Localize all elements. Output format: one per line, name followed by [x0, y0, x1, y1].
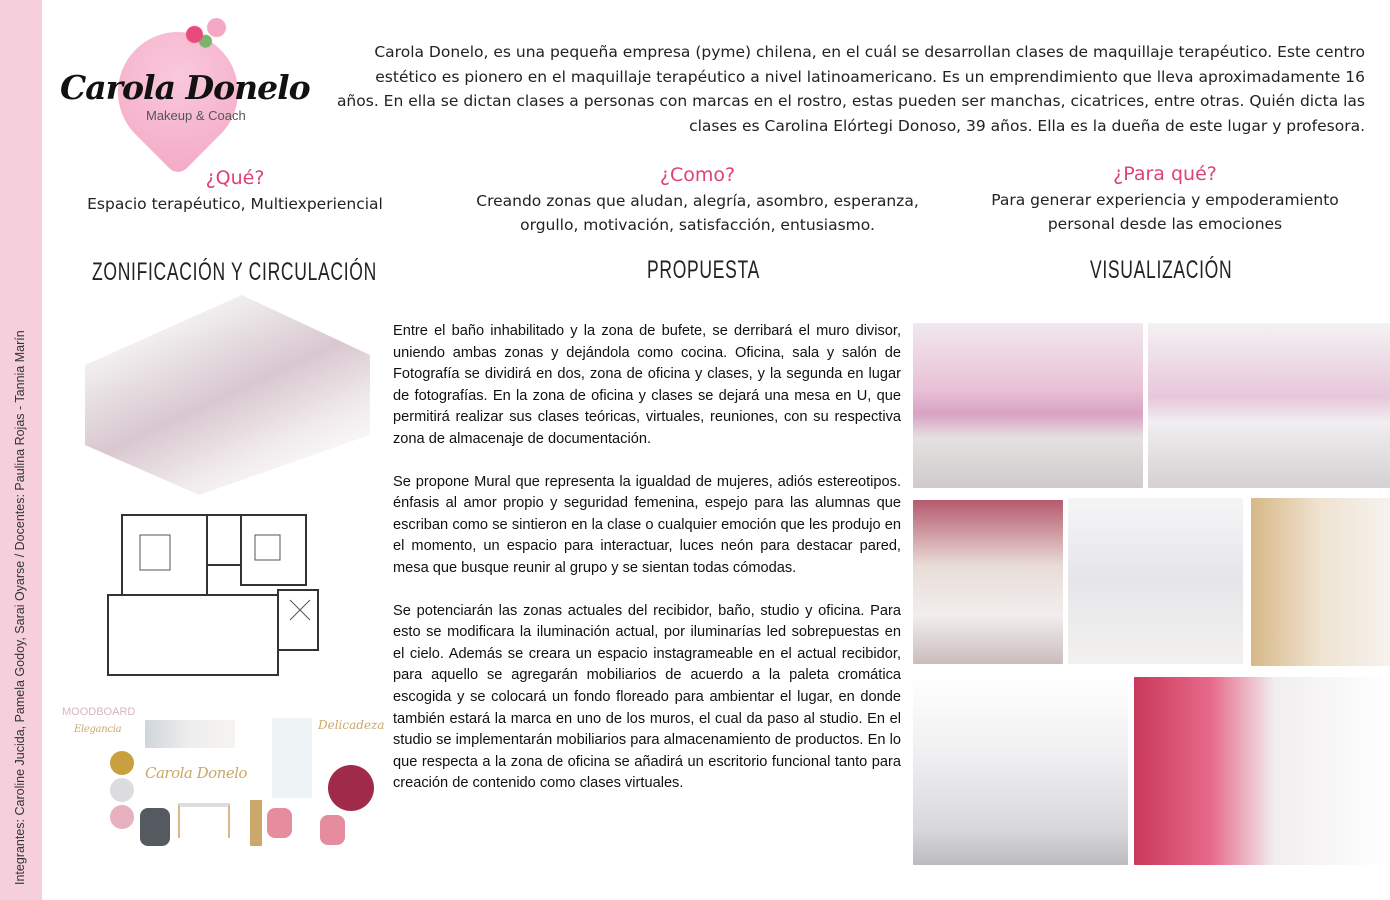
proposal-paragraph: Se potenciarán las zonas actuales del recibidor, baño, studio y oficina. Para esto se modificara la iluminación actual, por iluminarías led sobrepuestas en el cielo. Además se creara un espacio instagrameable en el actual recibidor, para aquello se agregarán mobiliarios de acuerdo a la paleta cromática escogida y se colocará un fondo floreado para ambientar el lugar, en donde también estará la marca en uno de los muros, el cual da paso al studio. En el studio se implementarán mobiliarios para almacenamiento de productos. En lo que respecta a la zona de oficina se añadirá un escritorio funcional tanto para creación de contenido como clases virtuales. — [393, 602, 901, 792]
bar-table-image — [250, 800, 262, 846]
isometric-floorplan-image — [85, 295, 370, 495]
render-classroom-image — [1148, 323, 1390, 488]
moodboard-word-elegance: Elegancia — [74, 724, 122, 735]
question-title: ¿Para qué? — [1113, 163, 1217, 185]
credits-strip — [0, 0, 42, 900]
render-vanity-image — [1068, 498, 1243, 664]
flower-wall-swatch — [328, 765, 374, 811]
logo-name: Carola Donelo — [60, 68, 310, 107]
section-proposal-title: PROPUESTA — [647, 256, 760, 284]
render-office-image — [913, 323, 1143, 488]
proposal-text — [393, 321, 901, 816]
section-visualization-title: VISUALIZACIÓN — [1090, 256, 1233, 284]
proposal-paragraph: Se propone Mural que representa la igualdad de mujeres, adiós estereotipos. énfasis al amor propio y seguridad femenina, espejo para las alumnas que escriban como se sintieron en la clase o cualquier emoción que les produjo en el momento, un espacio para interactuar, luces neón para destacar pared, mesa que busque reunir al grupo y se sientan todas cómodas. — [393, 473, 901, 576]
moodboard-label: MOODBOARD — [62, 706, 136, 718]
table-image — [178, 803, 230, 838]
question-title: ¿Qué? — [205, 167, 265, 189]
material-swatches — [145, 720, 235, 748]
intro-text: Carola Donelo, es una pequeña empresa (pyme) chilena, en el cuál se desarrollan clases de maquillaje terapéutico. Este centro estético es pionero en el maquillaje terapéutico a nivel latinoamericano. Es un emprendimiento que lleva aproximadamente 16 años. En ella se dictan clases a personas con marcas en el rostro, estas pueden ser manchas, cicatrices, entre otras. Quién dicta las clases es Carolina Elórtegi Donoso, 39 años. Ella es la dueña de este lugar y profesora. — [336, 43, 1365, 135]
question-text: Espacio terapéutico, Multiexperiencial — [87, 195, 383, 213]
question-what — [65, 166, 405, 216]
pink-swatch — [110, 805, 134, 829]
vanity-image — [272, 718, 312, 798]
render-gallery-image — [1251, 498, 1390, 666]
logo — [58, 12, 310, 162]
logo-tagline: Makeup & Coach — [146, 108, 246, 123]
proposal-paragraph: Entre el baño inhabilitado y la zona de bufete, se derribará el muro divisor, uniendo ambas zonas y dejándola como cocina. Oficina, sala y salón de Fotografía se dividirá en dos, zona de oficina y clases, y la segunda en lugar de fotografías. En la zona de oficina y clases se dejará una mesa en U, que permitirá realizar sus clases teóricas, virtuales, reuniones, con su respectiva zona de almacenaje de documentación. — [393, 323, 901, 447]
section-zoning-title: ZONIFICACIÓN Y CIRCULACIÓN — [92, 258, 377, 286]
render-meeting-image — [913, 500, 1063, 664]
gray-chair-image — [140, 808, 170, 846]
sketch-reception-image — [1134, 677, 1390, 865]
question-why — [975, 162, 1355, 236]
moodboard-word-delicacy: Delicadeza — [318, 718, 385, 732]
question-text: Para generar experiencia y empoderamiento personal desde las emociones — [991, 191, 1339, 233]
silver-swatch — [110, 778, 134, 802]
floorplan-drawing — [100, 510, 322, 680]
question-how — [460, 163, 935, 237]
moodboard-brand: Carola Donelo — [145, 764, 248, 782]
gold-swatch — [110, 751, 134, 775]
credits-text: Integrantes: Caroline Jucida, Pamela Godoy, Sarai Oyarse / Docentes: Paulina Rojas - Tannia Marín — [13, 330, 27, 885]
sketch-studio-image — [913, 677, 1128, 865]
pink-chair-image — [267, 808, 292, 838]
question-text: Creando zonas que aludan, alegría, asombro, esperanza, orgullo, motivación, satisfacción, entusiasmo. — [476, 192, 919, 234]
flowers-icon — [178, 14, 233, 48]
pink-chair-image — [320, 815, 345, 845]
question-title: ¿Como? — [659, 164, 736, 186]
